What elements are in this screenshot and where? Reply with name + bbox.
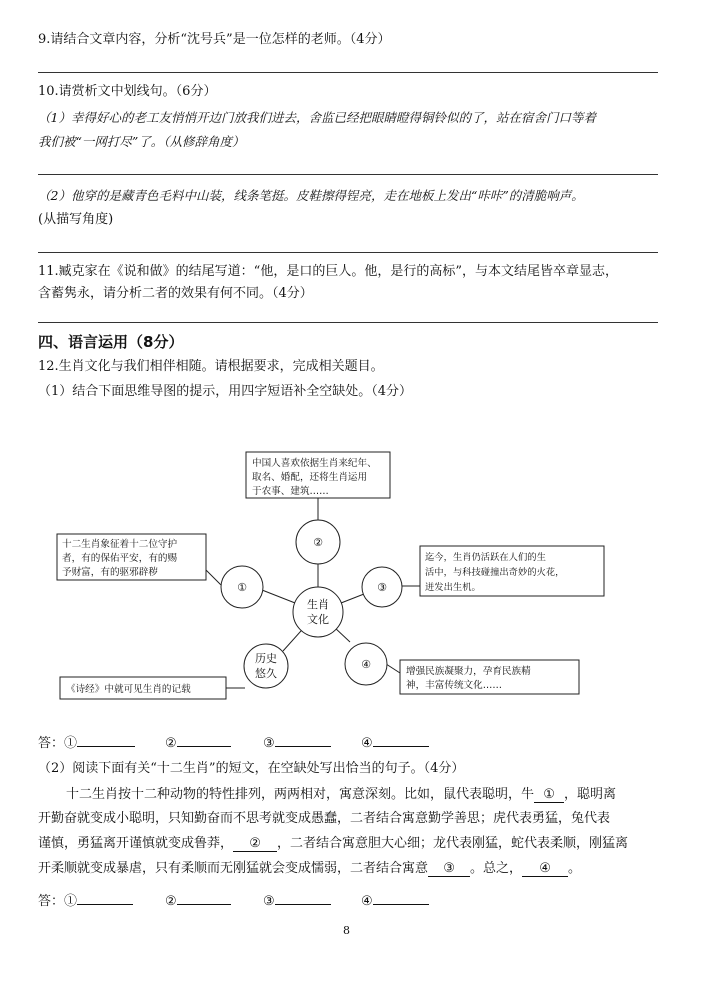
passage-blank-1[interactable]: ① [534,787,564,803]
answer-line-10-1 [38,174,658,175]
node-3-label: ③ [377,581,387,594]
answer2-blank-3[interactable] [275,889,331,905]
answer2-blank-4[interactable] [373,889,429,905]
box-bottom-right-line1: 增强民族凝聚力，孕育民族精 [406,666,531,677]
answer-blank-1[interactable] [77,731,135,747]
passage-text-a1: 十二生肖按十二种动物的特性排列，两两相对，寓意深刻。比如，鼠代表聪明，牛 [66,787,535,802]
answer-blank-group-4 [361,731,429,753]
blank2-marker-4: ④ [361,894,373,909]
node-1-label: ① [237,581,247,594]
answer-row-2 [38,889,133,911]
question-11-line2: 含蓄隽永，请分析二者的效果有何不同。（4分） [38,286,313,301]
answer-blank-4[interactable] [373,731,429,747]
answer-line-9 [38,72,658,73]
question-12-part2: （2）阅读下面有关“十二生肖”的短文，在空缺处写出恰当的句子。（4分） [38,761,465,776]
page-number: 8 [343,924,350,937]
center-node [293,587,343,637]
passage-line-2: 开勤奋就变成小聪明，只知勤奋而不思考就变成愚蠢，二者结合寓意勤学善思；虎代表勇猛，兔代表 [38,811,611,826]
answer-row-1 [38,731,135,753]
answer-blank-2[interactable] [177,731,231,747]
box-bottom-right-line2: 神，丰富传统文化…… [406,680,502,691]
box-left-line3: 予财富，有的驱邪辟秽 [62,567,158,578]
box-left-line1: 十二生肖象征着十二位守护 [62,539,178,550]
question-9: 9.请结合文章内容，分析“沈号兵”是一位怎样的老师。（4分） [38,32,391,47]
passage-text-d3: 。 [568,861,582,876]
box-right-line1: 迄今，生肖仍活跃在人们的生 [425,552,546,563]
history-label-1: 历史 [255,652,277,665]
answer-line-10-2 [38,252,658,253]
answer2-blank-2[interactable] [177,889,231,905]
passage-text-a2: ，聪明离 [564,787,617,802]
answer-line-11 [38,322,658,323]
answer-blank-group-3 [263,731,331,753]
question-11-line1: 11.臧克家在《说和做》的结尾写道：“他，是口的巨人。他，是行的高标”，与本文结尾皆卒章显志， [38,264,618,279]
answer-label: 答： [38,736,65,751]
passage-blank-2[interactable]: ② [233,836,277,852]
blank2-marker-1: ① [64,894,78,909]
blank-marker-3: ③ [263,736,275,751]
question-10-sub2-line1: （2）他穿的是藏青色毛料中山装，线条笔挺。皮鞋擦得锃亮，走在地板上发出“咔咔”的清脆响声。 [38,188,584,203]
blank-marker-1: ① [64,736,78,751]
center-label-1: 生肖 [307,598,329,611]
answer-blank-3[interactable] [275,731,331,747]
question-10-title: 10.请赏析文中划线句。（6分） [38,84,217,99]
passage-line-4 [38,860,581,878]
mind-map-diagram [0,440,710,710]
passage-line-3 [38,835,628,853]
blank2-marker-3: ③ [263,894,275,909]
answer2-blank-group-4 [361,889,429,911]
blank-marker-4: ④ [361,736,373,751]
answer-blank-group-2 [165,731,231,753]
passage-line-1 [66,786,616,804]
box-right-line3: 迸发出生机。 [425,582,481,593]
box-top-line3: 于农事、建筑…… [252,486,329,497]
question-12-part1: （1）结合下面思维导图的提示，用四字短语补全空缺处。（4分） [38,384,413,399]
answer2-blank-group-3 [263,889,331,911]
passage-blank-3[interactable]: ③ [428,861,470,877]
question-10-sub1-line1: （1）幸得好心的老工友悄悄开边门放我们进去，舍监已经把眼睛瞪得铜铃似的了，站在宿舍门口等着 [38,110,596,125]
passage-text-d1: 开柔顺就变成暴虐，只有柔顺而无刚猛就会变成懦弱，二者结合寓意 [38,861,429,876]
section-4-title: 四、语言运用（8分） [38,333,184,351]
answer2-blank-group-2 [165,889,231,911]
box-top-line1: 中国人喜欢依据生肖来纪年、 [252,458,377,469]
center-label-2: 文化 [307,613,329,626]
history-label-2: 悠久 [255,667,277,680]
box-right-line2: 活中，与科技碰撞出奇妙的火花， [425,567,565,578]
passage-blank-4[interactable]: ④ [522,861,568,877]
question-10-sub1-line2: 我们被“一网打尽”了。（从修辞角度） [38,134,245,149]
answer2-blank-1[interactable] [77,889,133,905]
blank2-marker-2: ② [165,894,177,909]
node-2-label: ② [313,536,323,549]
history-node [244,644,288,688]
blank-marker-2: ② [165,736,177,751]
question-12-intro: 12.生肖文化与我们相伴相随。请根据要求，完成相关题目。 [38,359,384,374]
passage-text-c1: 谨慎，勇猛离开谨慎就变成鲁莽， [38,836,234,851]
answer-label-2: 答： [38,894,65,909]
box-bottom-left-text: 《诗经》中就可见生肖的记载 [66,684,191,695]
box-left-line2: 者，有的保佑平安，有的赐 [62,553,178,564]
question-10-sub2-line2: (从描写角度) [38,212,114,227]
box-top-line2: 取名、婚配，还将生肖运用 [252,472,368,483]
node-4-label: ④ [361,658,371,671]
passage-text-d2: 。总之， [470,861,523,876]
passage-text-c2: ，二者结合寓意胆大心细；龙代表刚猛，蛇代表柔顺，刚猛离 [277,836,629,851]
